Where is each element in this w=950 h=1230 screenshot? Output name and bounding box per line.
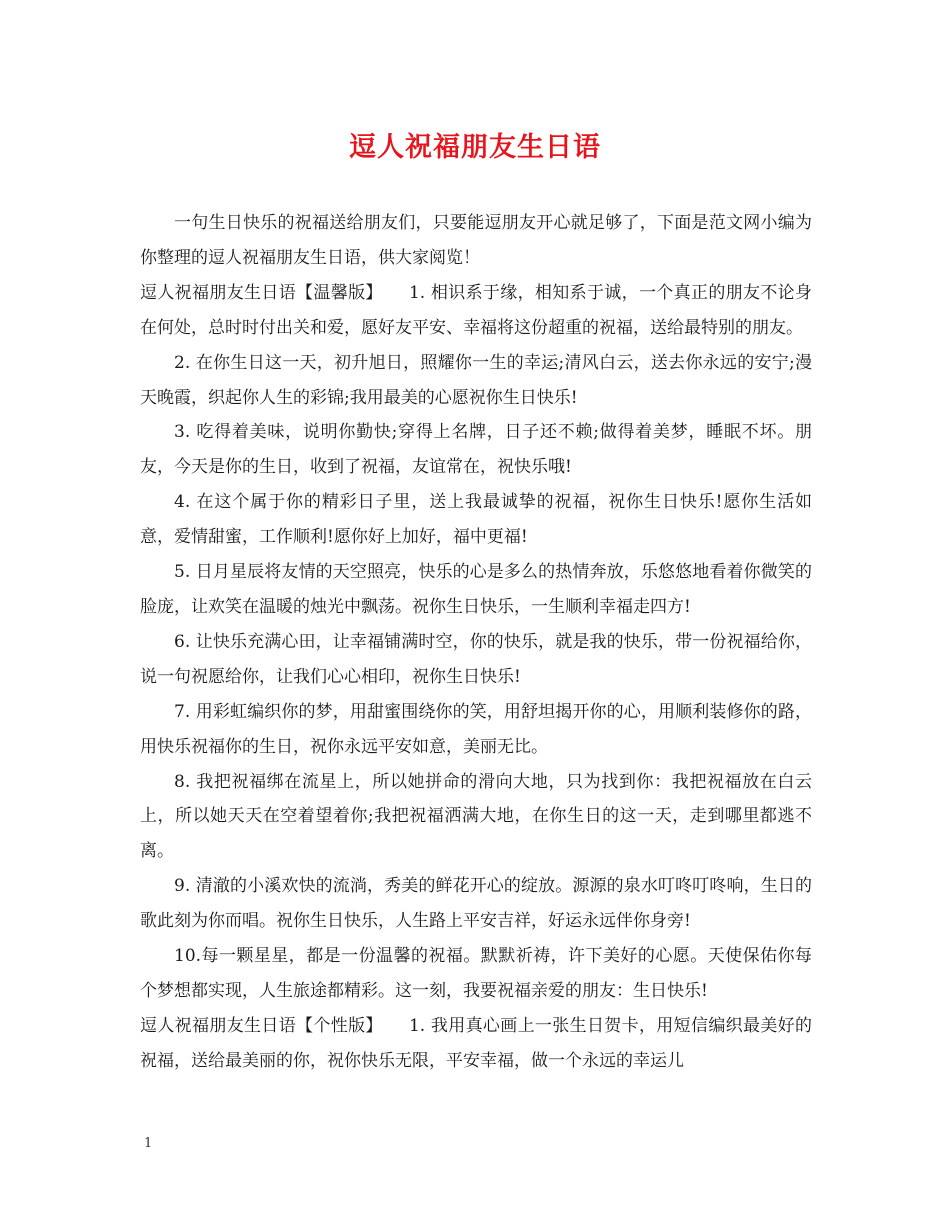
section-1-item-6: 6. 让快乐充满心田，让幸福铺满时空，你的快乐，就是我的快乐，带一份祝福给你，说一句祝愿给你，让我们心心相印，祝你生日快乐! (140, 631, 812, 687)
section-1-paragraph (140, 276, 812, 346)
section-1-item-10: 10.每一颗星星，都是一份温馨的祝福。默默祈祷，许下美好的心愿。天使保佑你每个梦想都实现，人生旅途都精彩。这一刻，我要祝福亲爱的朋友：生日快乐! (140, 946, 812, 1001)
section-2-item-1: 1. 我用真心画上一张生日贺卡，用短信编织最美好的祝福，送给最美丽的你，祝你快乐无限，平安幸福，做一个永远的幸运儿 (140, 1015, 813, 1071)
document-body (140, 206, 812, 1079)
document-title: 逗人祝福朋友生日语 (349, 132, 601, 163)
section-1-item-8: 8. 我把祝福绑在流星上，所以她拼命的滑向大地，只为找到你：我把祝福放在白云上，所以她天天在空着望着你;我把祝福洒满大地，在你生日的这一天，走到哪里都逃不离。 (140, 771, 812, 862)
section-1-item-9: 9. 清澈的小溪欢快的流淌，秀美的鲜花开心的绽放。源源的泉水叮咚叮咚响，生日的歌此刻为你而唱。祝你生日快乐，人生路上平安吉祥，好运永远伴你身旁! (140, 876, 812, 932)
intro-paragraph: 一句生日快乐的祝福送给朋友们，只要能逗朋友开心就足够了，下面是范文网小编为你整理的逗人祝福朋友生日语，供大家阅览！ (140, 213, 812, 268)
section-1-item-7: 7. 用彩虹编织你的梦，用甜蜜围绕你的笑，用舒坦揭开你的心，用顺利装修你的路，用快乐祝福你的生日，祝你永远平安如意，美丽无比。 (140, 701, 812, 757)
spacer (374, 283, 409, 303)
section-1-item-4: 4. 在这个属于你的精彩日子里，送上我最诚挚的祝福，祝你生日快乐!愿你生活如意，爱情甜蜜，工作顺利!愿你好上加好，福中更福! (140, 492, 812, 548)
section-2-paragraph (140, 1009, 812, 1079)
section-1-item-1: 1. 相识系于缘，相知系于诚，一个真正的朋友不论身在何处，总时时付出关和爱，愿好友平安、幸福将这份超重的祝福，送给最特别的朋友。 (140, 282, 813, 338)
section-1-item-5: 5. 日月星辰将友情的天空照亮，快乐的心是多么的热情奔放，乐悠悠地看着你微笑的脸庞，让欢笑在温暖的烛光中飘荡。祝你生日快乐，一生顺利幸福走四方! (140, 562, 812, 617)
spacer (374, 1016, 409, 1036)
section-1-item-3: 3. 吃得着美味，说明你勤快;穿得上名牌，日子还不赖;做得着美梦，睡眠不坏。朋友，今天是你的生日，收到了祝福，友谊常在，祝快乐哦! (140, 422, 812, 478)
page-number: 1 (144, 1136, 153, 1151)
section-1-heading: 逗人祝福朋友生日语【温馨版】 (140, 282, 375, 303)
section-1-item-2: 2. 在你生日这一天，初升旭日，照耀你一生的幸运;清风白云，送去你永远的安宁;漫天晚霞，织起你人生的彩锦;我用最美的心愿祝你生日快乐! (140, 352, 812, 408)
section-2-heading: 逗人祝福朋友生日语【个性版】 (140, 1015, 375, 1036)
